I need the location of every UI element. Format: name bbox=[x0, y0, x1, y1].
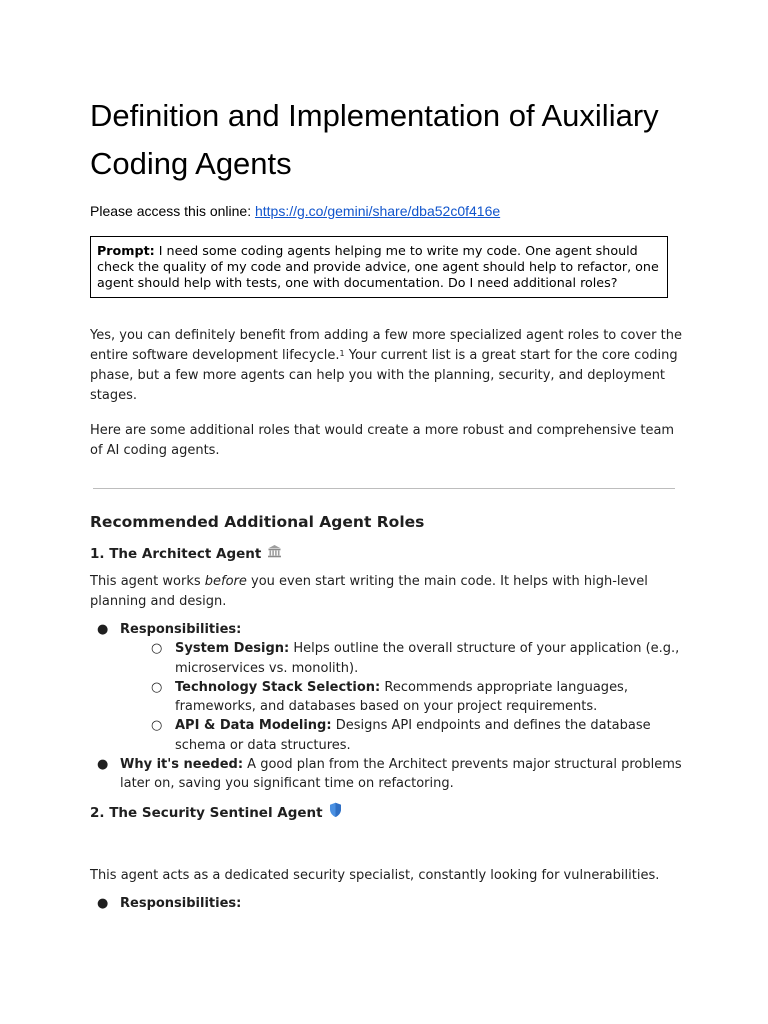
agent1-desc-emphasis: before bbox=[204, 574, 247, 589]
agent1-sublist bbox=[120, 639, 690, 755]
responsibilities-label: Responsibilities: bbox=[120, 622, 242, 637]
list-item bbox=[90, 894, 690, 913]
agent1-description bbox=[90, 572, 686, 612]
shield-icon bbox=[329, 802, 342, 824]
intro-text-a: Yes, you can definitely benefit from adding a few more specialized agent roles to cover the entire software development lifecycle. bbox=[90, 328, 682, 363]
why-text: A good plan from the Architect prevents major structural problems later on, saving you significant time on refactoring. bbox=[120, 757, 682, 792]
document-title: Definition and Implementation of Auxiliary Coding Agents bbox=[90, 98, 659, 181]
list-item bbox=[120, 716, 690, 755]
prompt-box bbox=[90, 236, 668, 298]
item-text: Designs API endpoints and defines the database schema or data structures. bbox=[175, 718, 651, 753]
intro-paragraph-2: Here are some additional roles that would create a more robust and comprehensive team of AI coding agents. bbox=[90, 423, 675, 458]
item-label: Technology Stack Selection: bbox=[175, 679, 381, 695]
agent1-desc-a: This agent works bbox=[90, 574, 205, 589]
footnote-marker[interactable]: 1 bbox=[339, 349, 345, 358]
access-line bbox=[90, 202, 500, 220]
intro-text-b: Your current list is a great start for the core coding phase, but a few more agents can help you with the planning, security, and deployment stages. bbox=[90, 348, 678, 403]
prompt-label: Prompt: bbox=[97, 243, 155, 258]
hollow-bullet-icon: ○ bbox=[151, 679, 163, 695]
bullet-icon: ● bbox=[97, 757, 109, 773]
hollow-bullet-icon: ○ bbox=[151, 718, 163, 734]
item-label: System Design: bbox=[175, 641, 290, 657]
agent1-desc-b: you even start writing the main code. It helps with high-level planning and design. bbox=[90, 574, 648, 609]
item-label: API & Data Modeling: bbox=[175, 718, 332, 734]
classical-building-icon bbox=[267, 544, 282, 564]
list-item bbox=[120, 639, 690, 678]
item-text: Recommends appropriate languages, frameworks, and databases based on your project requirements. bbox=[175, 679, 628, 715]
agent1-list bbox=[90, 620, 690, 794]
access-prefix: Please access this online: bbox=[90, 203, 255, 219]
intro-paragraph-1 bbox=[90, 326, 686, 406]
prompt-text: I need some coding agents helping me to write my code. One agent should check the quality of my code and provide advice, one agent should help to refactor, one agent should help with tests, one with documentation. Do I need additional roles? bbox=[97, 243, 659, 290]
agent2-list bbox=[90, 894, 690, 913]
share-link[interactable]: https://g.co/gemini/share/dba52c0f416e bbox=[254, 203, 501, 219]
section-heading: Recommended Additional Agent Roles bbox=[90, 513, 425, 531]
list-item bbox=[90, 620, 690, 755]
item-text: Helps outline the overall structure of your application (e.g., microservices vs. monolith). bbox=[175, 641, 680, 676]
agent2-heading bbox=[90, 802, 342, 824]
agent2-description: This agent acts as a dedicated security specialist, constantly looking for vulnerabilities. bbox=[90, 868, 660, 883]
list-item bbox=[90, 755, 690, 794]
agent1-heading-text: 1. The Architect Agent bbox=[90, 546, 262, 562]
agent1-heading bbox=[90, 544, 282, 564]
horizontal-rule bbox=[93, 488, 675, 489]
bullet-icon: ● bbox=[97, 896, 109, 911]
bullet-icon: ● bbox=[97, 622, 109, 637]
why-label: Why it's needed: bbox=[120, 757, 244, 773]
list-item bbox=[120, 678, 690, 717]
responsibilities-label: Responsibilities: bbox=[120, 896, 242, 911]
agent2-heading-text: 2. The Security Sentinel Agent bbox=[90, 805, 323, 821]
hollow-bullet-icon: ○ bbox=[151, 641, 163, 657]
